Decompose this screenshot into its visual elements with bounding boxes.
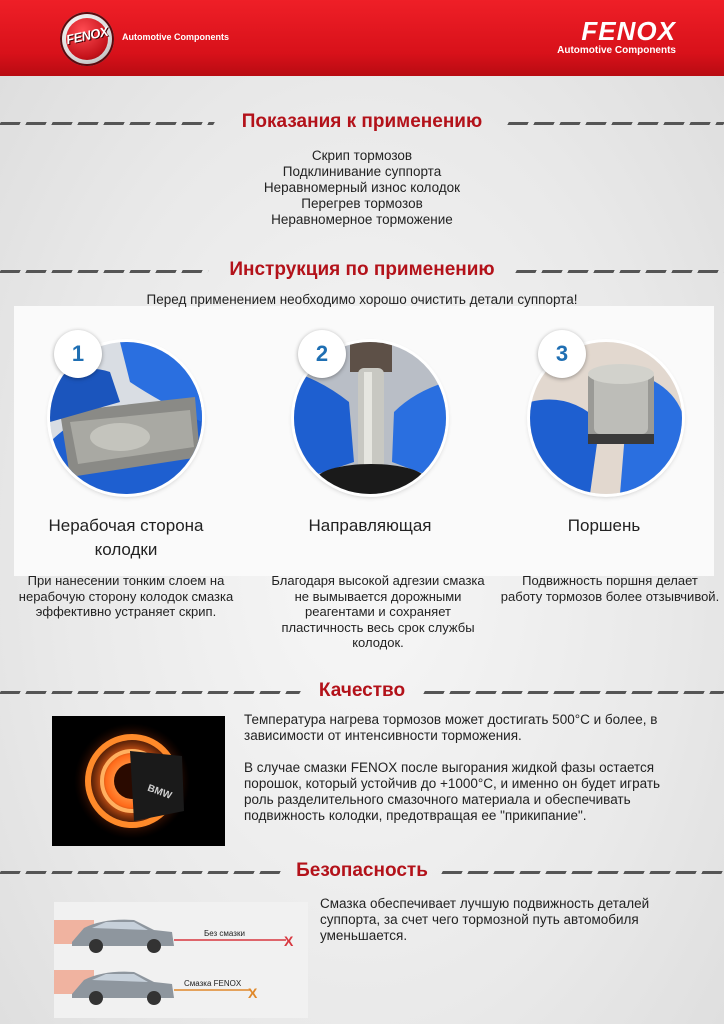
indication-item: Подклинивание суппорта (282, 164, 442, 179)
braking-distance-illustration (54, 902, 308, 1018)
stop-mark-orange: X (248, 985, 258, 1001)
step-3-description: Подвижность поршня делает работу тормозов более отзывчивой. (500, 573, 720, 604)
indications-list (0, 148, 724, 228)
indication-item: Неравномерное торможение (271, 212, 453, 227)
section-header-indications (0, 111, 724, 135)
quality-paragraph-1: Температура нагрева тормозов может достигать 500°С и более, в зависимости от интенсивности торможения. (244, 712, 658, 743)
dash-divider (423, 691, 724, 694)
glowing-brake-illustration (52, 716, 225, 846)
section-header-instructions (0, 259, 724, 283)
indication-item: Перегрев тормозов (301, 196, 423, 211)
quality-title: Качество (318, 680, 406, 701)
label-without-lubricant: Без смазки (204, 929, 245, 938)
quality-text (244, 712, 664, 840)
brand-tagline: Automotive Components (557, 45, 676, 56)
brand-logo (557, 18, 676, 56)
fenox-logo-badge (60, 12, 114, 66)
dash-divider (507, 122, 724, 125)
indication-item: Неравномерный износ колодок (263, 180, 461, 195)
step-1-badge: 1 (54, 330, 102, 378)
braking-cars-diagram (54, 902, 308, 1018)
step-1-title: Нерабочая сторона колодки (48, 516, 204, 559)
instructions-title: Инструкция по применению (229, 259, 495, 280)
dash-divider (515, 270, 724, 273)
step-3-title: Поршень (567, 516, 641, 535)
label-with-fenox: Смазка FENOX (184, 979, 242, 988)
header-left-tagline: Automotive Components (122, 32, 229, 42)
header-bar (0, 0, 724, 76)
caliper-brand-label: BMW (145, 782, 174, 802)
indication-item: Скрип тормозов (311, 148, 413, 163)
section-header-safety (0, 860, 724, 884)
safety-title: Безопасность (296, 860, 428, 881)
quality-paragraph-2: В случае смазки FENOX после выгорания жидкой фазы остается порошок, который устойчив до +1000°С, и именно он будет играть роль разделительного смазочного материала и обеспечивать подвижность колодки, предотвращая ее "прикипание". (244, 760, 661, 823)
instructions-intro: Перед применением необходимо хорошо очистить детали суппорта! (146, 292, 578, 307)
brand-name: FENOX (581, 16, 676, 46)
step-2-description: Благодаря высокой адгезии смазка не вымывается дорожными реагентами и сохраняет пластичность весь срок службы колодок. (271, 573, 485, 650)
section-header-quality (0, 680, 724, 704)
step-1-description: При нанесении тонким слоем на нерабочую сторону колодок смазка эффективно устраняет скрип. (18, 573, 234, 619)
step-2-badge: 2 (298, 330, 346, 378)
indications-title: Показания к применению (241, 111, 483, 132)
hot-brake-disc-photo (52, 716, 225, 846)
step-2-title: Направляющая (308, 516, 432, 535)
dash-divider (441, 871, 724, 874)
logo-badge-text: FENOX (64, 23, 110, 48)
safety-text: Смазка обеспечивает лучшую подвижность деталей суппорта, за счет чего тормозной путь автомобиля уменьшается. (320, 896, 650, 943)
step-3-badge: 3 (538, 330, 586, 378)
stop-mark-red: X (284, 933, 294, 949)
